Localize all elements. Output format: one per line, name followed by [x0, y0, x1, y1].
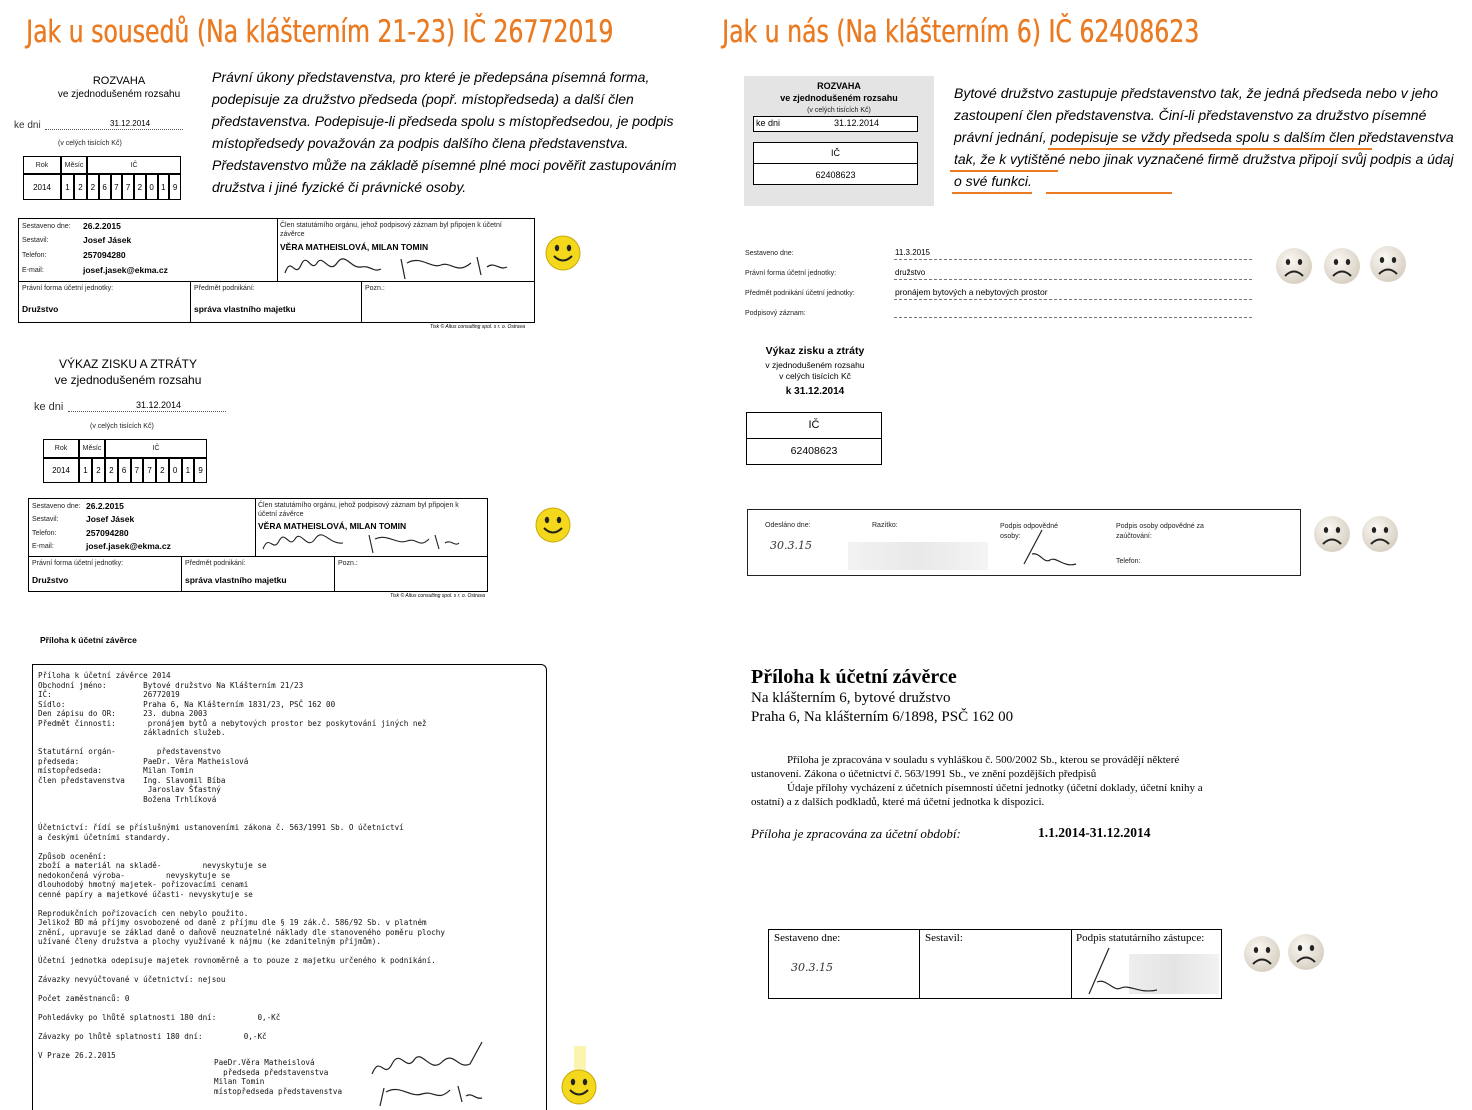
pravni-forma-value: Družstvo	[32, 575, 69, 585]
priloha-line1: Na klášterním 6, bytové družstvo	[751, 690, 951, 706]
form-footer: Tisk © Altus consulting spol. s r. o. Ostrava	[430, 324, 525, 330]
rozvaha-subtitle: ve zjednodušeném rozsahu	[57, 89, 181, 100]
clenove-value: VĚRA MATHEISLOVÁ, MILAN TOMIN	[280, 242, 429, 252]
digit: 2	[156, 458, 169, 483]
sad-face-icon	[1286, 932, 1326, 972]
stamp	[848, 542, 988, 570]
vykaz-date: k 31.12.2014	[785, 385, 845, 397]
predmet-label: Předmět podnikání účetní jednotky:	[745, 290, 855, 297]
vykaz-title: Výkaz zisku a ztráty	[765, 345, 865, 357]
ic-value: 62408623	[815, 170, 856, 180]
priloha-signatories: PaeDr.Věra Matheislová předseda představenstva Milan Tomin místopředseda představenstva	[214, 1058, 343, 1096]
ic-label: IČ	[831, 148, 840, 158]
right-heading: Jak u nás (Na klášterním 6) IČ 62408623	[722, 14, 1200, 50]
underline-marker	[1048, 148, 1372, 150]
sad-face-icon	[1242, 934, 1282, 974]
ke-dni-label: ke dni	[34, 401, 64, 413]
digit: 0	[146, 174, 158, 200]
priloha-para2: Údaje přílohy vycházení z účetních písemností účetní jednotky (účetní doklady, účetní knihy a ostatní) a z dalších podkladů, které má účetní jednotka k dispozici.	[751, 782, 1203, 808]
email-label: E-mail:	[32, 543, 54, 550]
clen-label: Člen statutárního orgánu, jehož podpisový záznam byl připojen k účetní závěrce	[280, 222, 502, 238]
left-rozvaha	[14, 76, 224, 100]
digit: 9	[169, 174, 181, 200]
odeslano-value: 30.3.15	[770, 539, 812, 552]
happy-face-icon	[534, 506, 572, 544]
email-label: E-mail:	[22, 267, 44, 274]
pravni-forma-value: Družstvo	[22, 304, 59, 314]
digit: 6	[99, 174, 111, 200]
predmet-label: Předmět podnikání:	[185, 560, 246, 567]
sestavil-label: Sestavil:	[925, 932, 963, 944]
telefon-label: Telefon:	[1116, 558, 1141, 565]
priloha-label: Příloha k účetní závěrce	[40, 635, 137, 645]
priloha-para1: Příloha je zpracována v souladu s vyhláškou č. 500/2002 Sb., kterou se provádějí některé ustanovení. Zákona o účetnictví č. 563/1991 Sb., ve znění pozdějších předpisů	[751, 754, 1180, 780]
signature-icon	[1083, 944, 1163, 998]
podpis-osoby-label: Podpis osoby odpovědné za zaúčtování:	[1116, 523, 1204, 540]
sestaveno-label: Sestaveno dne:	[774, 932, 841, 944]
pravni-forma-label: Právní forma účetní jednotky:	[745, 270, 837, 277]
digit: 1	[158, 174, 170, 200]
signature-icon	[1020, 524, 1080, 570]
digit: 1	[79, 458, 92, 483]
vykaz-subtitle: v zjednodušeném rozsahu	[765, 359, 865, 370]
predmet-value: správa vlastního majetku	[194, 304, 296, 314]
sestaveno-value: 11.3.2015	[895, 248, 930, 257]
digit: 6	[118, 458, 131, 483]
signature-icon	[281, 249, 511, 281]
sestavil-label: Sestavil:	[32, 516, 59, 523]
rok-value: 2014	[43, 458, 79, 483]
sestaveno-label: Sestaveno dne:	[22, 223, 71, 230]
sestaveno-label: Sestaveno dne:	[745, 250, 794, 257]
sestaveno-value: 26.2.2015	[83, 221, 121, 231]
right-vykaz-ic-box	[746, 412, 882, 465]
paragraph-text: Bytové družstvo zastupuje představenstvo tak, že jedná předseda nebo v jeho zastoupení člen představenstva. Činí-li představenstvo za družstvo písemné právní jednání,	[954, 85, 1439, 145]
sad-face-icon	[1322, 246, 1362, 286]
rok-value: 2014	[23, 174, 61, 200]
rozvaha-title: ROZVAHA	[92, 75, 146, 87]
right-odeslano-form	[747, 509, 1301, 576]
digit: 7	[122, 174, 134, 200]
sestavil-label: Sestavil:	[22, 237, 49, 244]
col-rok: Rok	[23, 156, 61, 174]
right-paragraph	[954, 82, 1464, 192]
telefon-value: 257094280	[86, 528, 129, 538]
vykaz-date: 31.12.2014	[136, 400, 182, 410]
paragraph-text-underlined: podepisuje se vždy předseda spolu s dalším člen představenstva	[1050, 129, 1454, 145]
digit: 7	[131, 458, 144, 483]
email-value: josef.jasek@ekma.cz	[83, 265, 168, 275]
digit: 2	[105, 458, 118, 483]
priloha-title: Příloha k účetní závěrce	[751, 666, 957, 688]
left-rozvaha-id-table	[23, 156, 181, 200]
digit: 2	[87, 174, 99, 200]
predmet-value: pronájem bytových a nebytových prostor	[895, 287, 1048, 297]
telefon-label: Telefon:	[32, 530, 57, 537]
sestaveno-label: Sestaveno dne:	[32, 503, 81, 510]
vykaz-units: v celých tisících Kč	[779, 371, 851, 381]
rozvaha-units: (v celých tisících Kč)	[807, 107, 871, 114]
clen-label: Člen statutárního orgánu, jehož podpisový záznam byl připojen k účetní závěrce	[258, 502, 459, 518]
underline-marker	[950, 170, 1058, 172]
rozvaha-units: (v celých tisících Kč)	[58, 140, 122, 147]
date-dotted-line	[68, 411, 226, 412]
paragraph-text-underlined: svůj podpis	[1341, 151, 1412, 167]
form-footer: Tisk © Altus consulting spol. s r. o. Ostrava	[390, 593, 485, 599]
digit: 9	[194, 458, 207, 483]
ke-dni-label: ke dni	[756, 118, 781, 128]
priloha-line2: Praha 6, Na klášterním 6/1898, PSČ 162 00	[751, 709, 1014, 725]
podpis-label: Podpis statutárního zástupce:	[1076, 932, 1205, 944]
sad-face-icon	[1274, 246, 1314, 286]
digit: 7	[111, 174, 123, 200]
sestaveno-value: 30.3.15	[791, 961, 833, 974]
rozvaha-date: 31.12.2014	[110, 119, 151, 128]
vykaz-subtitle: ve zjednodušeném rozsahu	[54, 373, 202, 387]
signature-icon	[259, 529, 459, 555]
rozvaha-subtitle: ve zjednodušeném rozsahu	[780, 93, 898, 103]
left-heading: Jak u sousedů (Na klášterním 21-23) IČ 26772019	[26, 14, 614, 50]
col-mesic: Měsíc	[79, 439, 105, 458]
ic-label: IČ	[808, 419, 820, 431]
obdobi-label: Příloha je zpracována za účetní období:	[751, 826, 961, 841]
odeslano-label: Odesláno dne:	[765, 522, 811, 529]
telefon-label: Telefon:	[22, 252, 47, 259]
pravni-forma-label: Právní forma účetní jednotky:	[22, 285, 114, 292]
vykaz-units: (v celých tisících Kč)	[90, 423, 154, 430]
pozn-label: Pozn.:	[365, 285, 385, 292]
right-bottom-form	[768, 929, 1222, 999]
sad-face-icon	[1368, 244, 1408, 284]
paragraph-text: .	[1027, 173, 1032, 189]
podpis-label: Podpis odpovědné osoby:	[1000, 523, 1058, 540]
left-form-1	[18, 218, 535, 323]
rozvaha-title: ROZVAHA	[817, 81, 861, 91]
sestaveno-value: 26.2.2015	[86, 501, 124, 511]
left-paragraph: Právní úkony představenstva, pro které je předepsána písemná forma, podepisuje za družstvo předseda (popř. místopředseda) a další člen představenstva. Podepisuje-li předseda spolu s místopředsedou, je podpis místopředsedy považován za podpis dalšího člena představenstva. Představenstvo může na základě písemné plné moci pověřit zastupováním družstva i jiné fyzické či právnické osoby.	[212, 69, 677, 195]
sad-face-icon	[1312, 514, 1352, 554]
pravni-forma-label: Právní forma účetní jednotky:	[32, 560, 124, 567]
paragraph-text-underlined: údaj o své funkci	[954, 151, 1454, 189]
pozn-label: Pozn.:	[338, 560, 358, 567]
predmet-label: Předmět podnikání:	[194, 285, 255, 292]
digit: 2	[92, 458, 105, 483]
digit: 1	[61, 174, 74, 200]
telefon-value: 257094280	[83, 250, 126, 260]
digit: 0	[169, 458, 182, 483]
rozvaha-date: 31.12.2014	[834, 118, 880, 128]
predmet-value: správa vlastního majetku	[185, 575, 287, 585]
signature-icon	[366, 1040, 496, 1110]
sad-face-icon	[1360, 514, 1400, 554]
digit: 7	[143, 458, 156, 483]
clenove-value: VĚRA MATHEISLOVÁ, MILAN TOMIN	[258, 521, 407, 531]
col-rok: Rok	[43, 439, 79, 458]
priloha-text: Příloha k účetní závěrce 2014 Obchodní jméno: Bytové družstvo Na Klášterním 21/23 IČ: 26772019 Sídlo: Praha 6, Na Klášterním 1831/23, PSČ 162 00 Den zápisu do OR: 23. dubna 2003 Předmět činnosti: pronájem bytů a nebytových prostor bez poskytování jiných než základních služeb. Statutární orgán- představenstvo předseda: PaeDr. Věra Matheislová místopředseda: Milan Tomin člen představenstva Ing. Slavomil Bíba Jaroslav Šťastný Božena Trhlíková Účetnictví: řídí se příslušnými ustanoveními zákona č. 563/1991 Sb. O účetnictví a českými účetními standardy. Způsob ocenění: zboží a materiál na skladě- nevyskytuje se nedokončená výroba- nevyskytuje se dlouhodobý hmotný majetek- pořizovacími cenami cenné papíry a majetkové účasti- nevyskytuje se Reprodukčních pořizovacích cen nebylo použito. Jelikož BD má příjmy osvobozené od daně z příjmu dle § 19 zák.č. 586/92 Sb. v platném znění, upravuje se základ daně o daňově neuznatelné náklady dle stanoveného poměru plochy užívané členy družstva a plochy využívané k nájmu (ke zdanitelným příjmům). Účetní jednotka odepisuje majetek rovnoměrně a to pouze z majetku určeného k podnikání. Závazky nevyúčtované v účetnictví: nejsou Počet zaměstnanců: 0 Pohledávky po lhůtě splatnosti 180 dní: 0,-Kč Závazky po lhůtě splatnosti 180 dní: 0,-Kč V Praze 26.2.2015	[38, 671, 445, 1060]
vykaz-title: VÝKAZ ZISKU A ZTRÁTY	[58, 357, 198, 371]
right-vykaz	[740, 346, 890, 397]
digit: 1	[182, 458, 195, 483]
ke-dni-label: ke dni	[14, 120, 41, 131]
paragraph-text: tak, že k vytištěné nebo jinak vyznačené firmě družstva připojí	[954, 151, 1342, 167]
obdobi-value: 1.1.2014-31.12.2014	[1038, 825, 1151, 840]
podpisovy-label: Podpisový záznam:	[745, 310, 806, 317]
left-vykaz	[28, 358, 228, 386]
happy-face-icon	[544, 234, 582, 272]
digit: 2	[74, 174, 87, 200]
col-ic: IČ	[105, 439, 207, 458]
happy-face-icon	[560, 1068, 598, 1106]
left-vykaz-id-table	[43, 439, 207, 483]
ic-value: 62408623	[790, 445, 838, 457]
underline-marker	[952, 192, 1032, 194]
sestavil-value: Josef Jásek	[86, 514, 135, 524]
left-form-2	[28, 498, 488, 592]
razitko-label: Razítko:	[872, 522, 898, 529]
paragraph-text: a	[1411, 151, 1428, 167]
underline-marker	[1046, 192, 1172, 194]
sestavil-value: Josef Jásek	[83, 235, 132, 245]
col-mesic: Měsíc	[61, 156, 87, 174]
date-dotted-line	[45, 129, 183, 130]
digit: 2	[134, 174, 146, 200]
col-ic: IČ	[87, 156, 181, 174]
right-rozvaha	[744, 76, 934, 206]
pravni-forma-value: družstvo	[895, 268, 926, 277]
email-value: josef.jasek@ekma.cz	[86, 541, 171, 551]
